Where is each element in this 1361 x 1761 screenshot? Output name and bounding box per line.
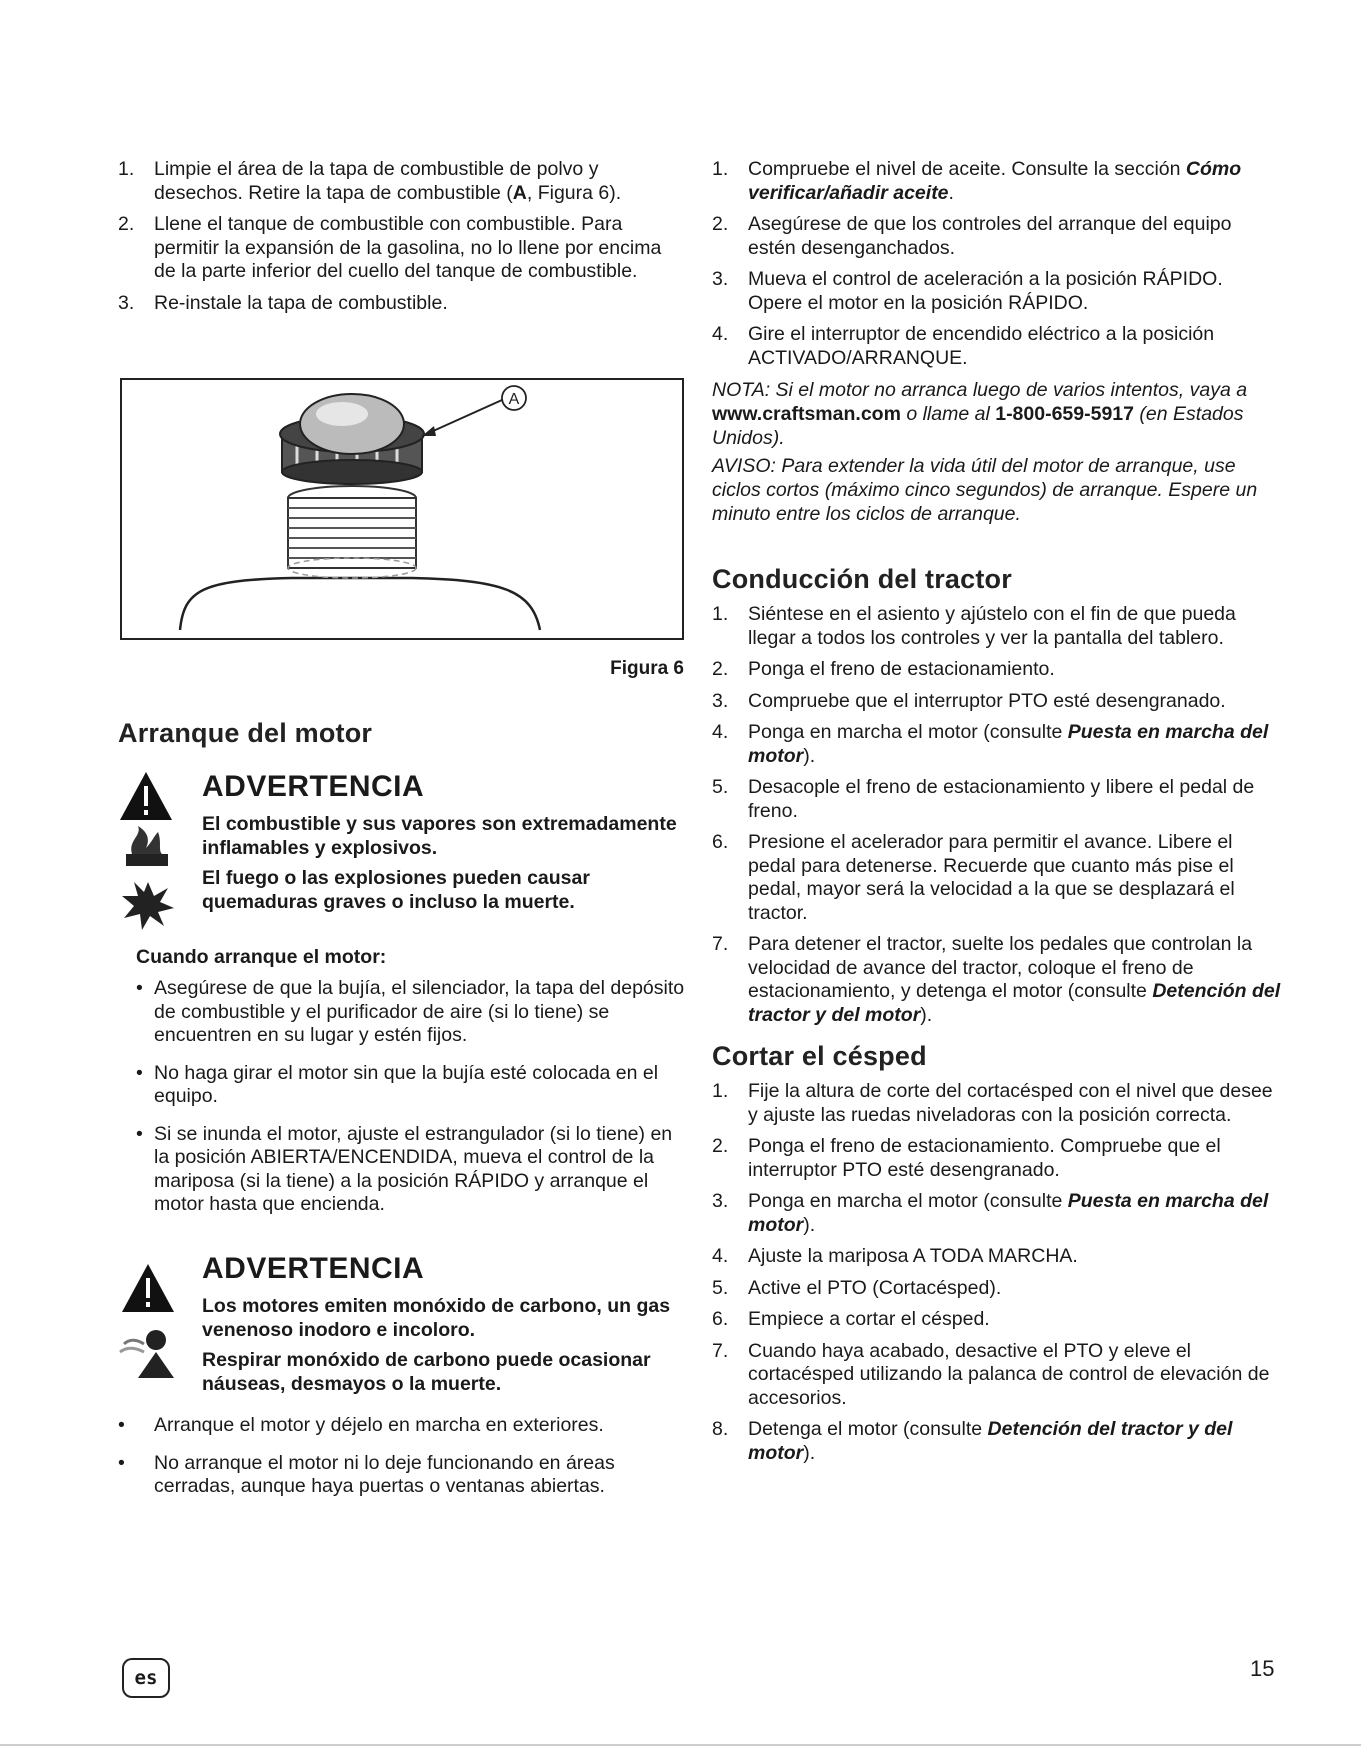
- left-column: [118, 158, 688, 323]
- list-item: 8. Detenga el motor (consulte Detención del tractor y del motor).: [712, 1418, 1233, 1464]
- list-item: • Asegúrese de que la bujía, el silenciador, la tapa del depósito de combustible y el purificador de aire (si lo tiene) se encuentren en su lugar y estén fijos.: [136, 977, 685, 1046]
- start-steps-list: [712, 158, 1282, 370]
- warning-heading: ADVERTENCIA: [202, 1252, 425, 1285]
- warning-triangle-icon: [120, 772, 172, 820]
- list-item: [118, 213, 688, 284]
- figure-6-fuel-cap: [120, 378, 684, 640]
- cross-reference: Detención del tractor y del motor: [748, 980, 1281, 1026]
- start-precautions: [118, 938, 688, 1231]
- nota-paragraph: NOTA: Si el motor no arranca luego de varios intentos, vaya a www.craftsman.com o llame al 1-800-659-5917 (en Estados Unidos).: [712, 379, 1248, 449]
- warning-icons: [118, 770, 188, 945]
- bullet-text: No arranque el motor ni lo deje funcionando en áreas cerradas, aunque haya puertas o ventanas abiertas.: [154, 1451, 615, 1497]
- fire-hazard-icon: [126, 826, 168, 866]
- list-item: 6. Empiece a cortar el césped.: [712, 1308, 990, 1330]
- bullet-text: Asegúrese de que la bujía, el silenciador, la tapa del depósito de combustible y el purificador de aire (si lo tiene) se encuentren en su lugar y estén fijos.: [154, 977, 685, 1046]
- start-bullets: [118, 977, 688, 1217]
- section-title: Arranque del motor: [118, 718, 373, 748]
- cross-reference: Puesta en marcha del motor: [748, 1190, 1269, 1236]
- warning-heading: ADVERTENCIA: [202, 770, 425, 803]
- step-number: 2.: [118, 213, 135, 235]
- list-item: 3. Ponga en marcha el motor (consulte Puesta en marcha del motor).: [712, 1190, 1269, 1236]
- warning-text: [202, 812, 688, 914]
- bullet-text: Arranque el motor y déjelo en marcha en exteriores.: [154, 1414, 604, 1436]
- step-number: 3.: [118, 291, 135, 314]
- cross-reference: Puesta en marcha del motor: [748, 721, 1269, 767]
- website-link[interactable]: www.craftsman.com: [712, 403, 901, 425]
- fuel-cap-illustration: [122, 380, 682, 638]
- step-text: Re-instale la tapa de combustible.: [154, 291, 448, 314]
- subheading: Cuando arranque el motor:: [136, 946, 387, 968]
- co-precautions: [118, 1414, 688, 1513]
- cross-reference: Cómo verificar/añadir aceite: [748, 158, 1242, 204]
- language-badge: es: [122, 1658, 170, 1698]
- list-item: • Si se inunda el motor, ajuste el estrangulador (si lo tiene) en la posición ABIERTA/ENCENDIDA, mueva el control de la mariposa (si la tiene) a la posición RÁPIDO y arranque el motor hasta que encienda.: [136, 1122, 673, 1215]
- cross-reference: Detención del tractor y del motor: [748, 1418, 1233, 1464]
- warning-icons: [118, 1260, 188, 1415]
- tank-neck: [288, 486, 416, 578]
- list-item: 4. Ponga en marcha el motor (consulte Puesta en marcha del motor).: [712, 721, 1269, 767]
- list-item: 1. Siéntese en el asiento y ajústelo con el fin de que pueda llegar a todos los controles y ver la pantalla del tablero.: [712, 603, 1236, 649]
- warning-triangle-icon: [122, 1264, 174, 1312]
- section-title: Cortar el césped: [712, 1041, 927, 1071]
- list-item: • No haga girar el motor sin que la bujía esté colocada en el equipo.: [136, 1061, 659, 1107]
- warning-block-co: [118, 1252, 688, 1402]
- list-item: • No arranque el motor ni lo deje funcionando en áreas cerradas, aunque haya puertas o ventanas abiertas.: [118, 1451, 615, 1497]
- step-text-end: , Figura 6).: [526, 181, 622, 204]
- section-title: Conducción del tractor: [712, 564, 1012, 594]
- list-item: 3. Mueva el control de aceleración a la posición RÁPIDO. Opere el motor en la posición RÁPIDO.: [712, 268, 1223, 314]
- bullet-text: Si se inunda el motor, ajuste el estrangulador (si lo tiene) en la posición ABIERTA/ENCENDIDA, mueva el control de la mariposa (si la tiene) a la posición RÁPIDO y arranque el motor hasta que encienda.: [154, 1122, 673, 1215]
- scan-edge-divider: [0, 1744, 1361, 1746]
- right-column: [712, 158, 1282, 1473]
- bullet-text: No haga girar el motor sin que la bujía esté colocada en el equipo.: [154, 1061, 659, 1107]
- co-bullets: [118, 1414, 688, 1499]
- list-item: 5. Desacople el freno de estacionamiento y libere el pedal de freno.: [712, 776, 1255, 822]
- list-item: 4. Ajuste la mariposa A TODA MARCHA.: [712, 1245, 1078, 1267]
- list-item: 6. Presione el acelerador para permitir el avance. Libere el pedal para detenerse. Recuerde que cuanto más pise el pedal, mayor será la velocidad a la que se desplazará el tractor.: [712, 831, 1235, 924]
- step-bold: A: [512, 181, 527, 204]
- arranque-section: [118, 718, 688, 749]
- warning-line: Los motores emiten monóxido de carbono, un gas venenoso inodoro e incoloro.: [202, 1295, 671, 1341]
- fuel-cap: [280, 394, 424, 484]
- page-number: 15: [1250, 1656, 1275, 1681]
- list-item: 7. Para detener el tractor, suelte los pedales que controlan la velocidad de avance del tractor, coloque el freno de estacionamiento, y detenga el motor (consulte Detención del tractor y del motor).: [712, 933, 1281, 1026]
- step-text: Limpie el área de la tapa de combustible de polvo y desechos. Retire la tapa de combustible (: [154, 158, 599, 204]
- warning-line: El fuego o las explosiones pueden causar quemaduras graves o incluso la muerte.: [202, 867, 590, 913]
- step-text: Llene el tanque de combustible con combustible. Para permitir la expansión de la gasolina, no lo llene por encima de la parte inferior del cuello del tanque de combustible.: [154, 213, 662, 282]
- callout-label: A: [508, 391, 520, 408]
- phone-number: 1-800-659-5917: [995, 403, 1134, 425]
- driving-steps-list: [712, 603, 1282, 1027]
- aviso-paragraph: AVISO: Para extender la vida útil del motor de arranque, use ciclos cortos (máximo cinco segundos) de arranque. Espere un minuto entre los ciclos de arranque.: [712, 455, 1258, 525]
- list-item: 1. Fije la altura de corte del cortacésped con el nivel que desee y ajuste las ruedas niveladoras con la posición correcta.: [712, 1080, 1273, 1126]
- warning-line: El combustible y sus vapores son extremadamente inflamables y explosivos.: [202, 813, 677, 859]
- explosion-hazard-icon: [122, 882, 174, 930]
- list-item: [118, 292, 688, 316]
- poison-gas-icon: [120, 1330, 174, 1378]
- list-item: 3. Compruebe que el interruptor PTO esté desengranado.: [712, 689, 1226, 712]
- mowing-steps-list: [712, 1080, 1282, 1465]
- list-item: 2. Ponga el freno de estacionamiento.: [712, 658, 1055, 680]
- warning-block-fuel: [118, 770, 688, 920]
- warning-text: [202, 1294, 688, 1396]
- list-item: • Arranque el motor y déjelo en marcha en exteriores.: [118, 1414, 604, 1436]
- list-item: 2. Asegúrese de que los controles del arranque del equipo estén desenganchados.: [712, 213, 1232, 259]
- list-item: [118, 158, 688, 205]
- warning-line: Respirar monóxido de carbono puede ocasionar náuseas, desmayos o la muerte.: [202, 1349, 651, 1395]
- list-item: 2. Ponga el freno de estacionamiento. Compruebe que el interruptor PTO esté desengranado.: [712, 1135, 1221, 1181]
- list-item: 1. Compruebe el nivel de aceite. Consulte la sección Cómo verificar/añadir aceite.: [712, 158, 1242, 204]
- fuel-steps-list: [118, 158, 688, 315]
- list-item: 7. Cuando haya acabado, desactive el PTO y eleve el cortacésped utilizando la palanca de control de elevación de accesorios.: [712, 1339, 1270, 1409]
- step-number: 1.: [118, 158, 135, 180]
- figure-caption: Figura 6: [610, 658, 684, 679]
- list-item: 5. Active el PTO (Cortacésped).: [712, 1276, 1002, 1299]
- list-item: 4. Gire el interruptor de encendido eléctrico a la posición ACTIVADO/ARRANQUE.: [712, 323, 1215, 369]
